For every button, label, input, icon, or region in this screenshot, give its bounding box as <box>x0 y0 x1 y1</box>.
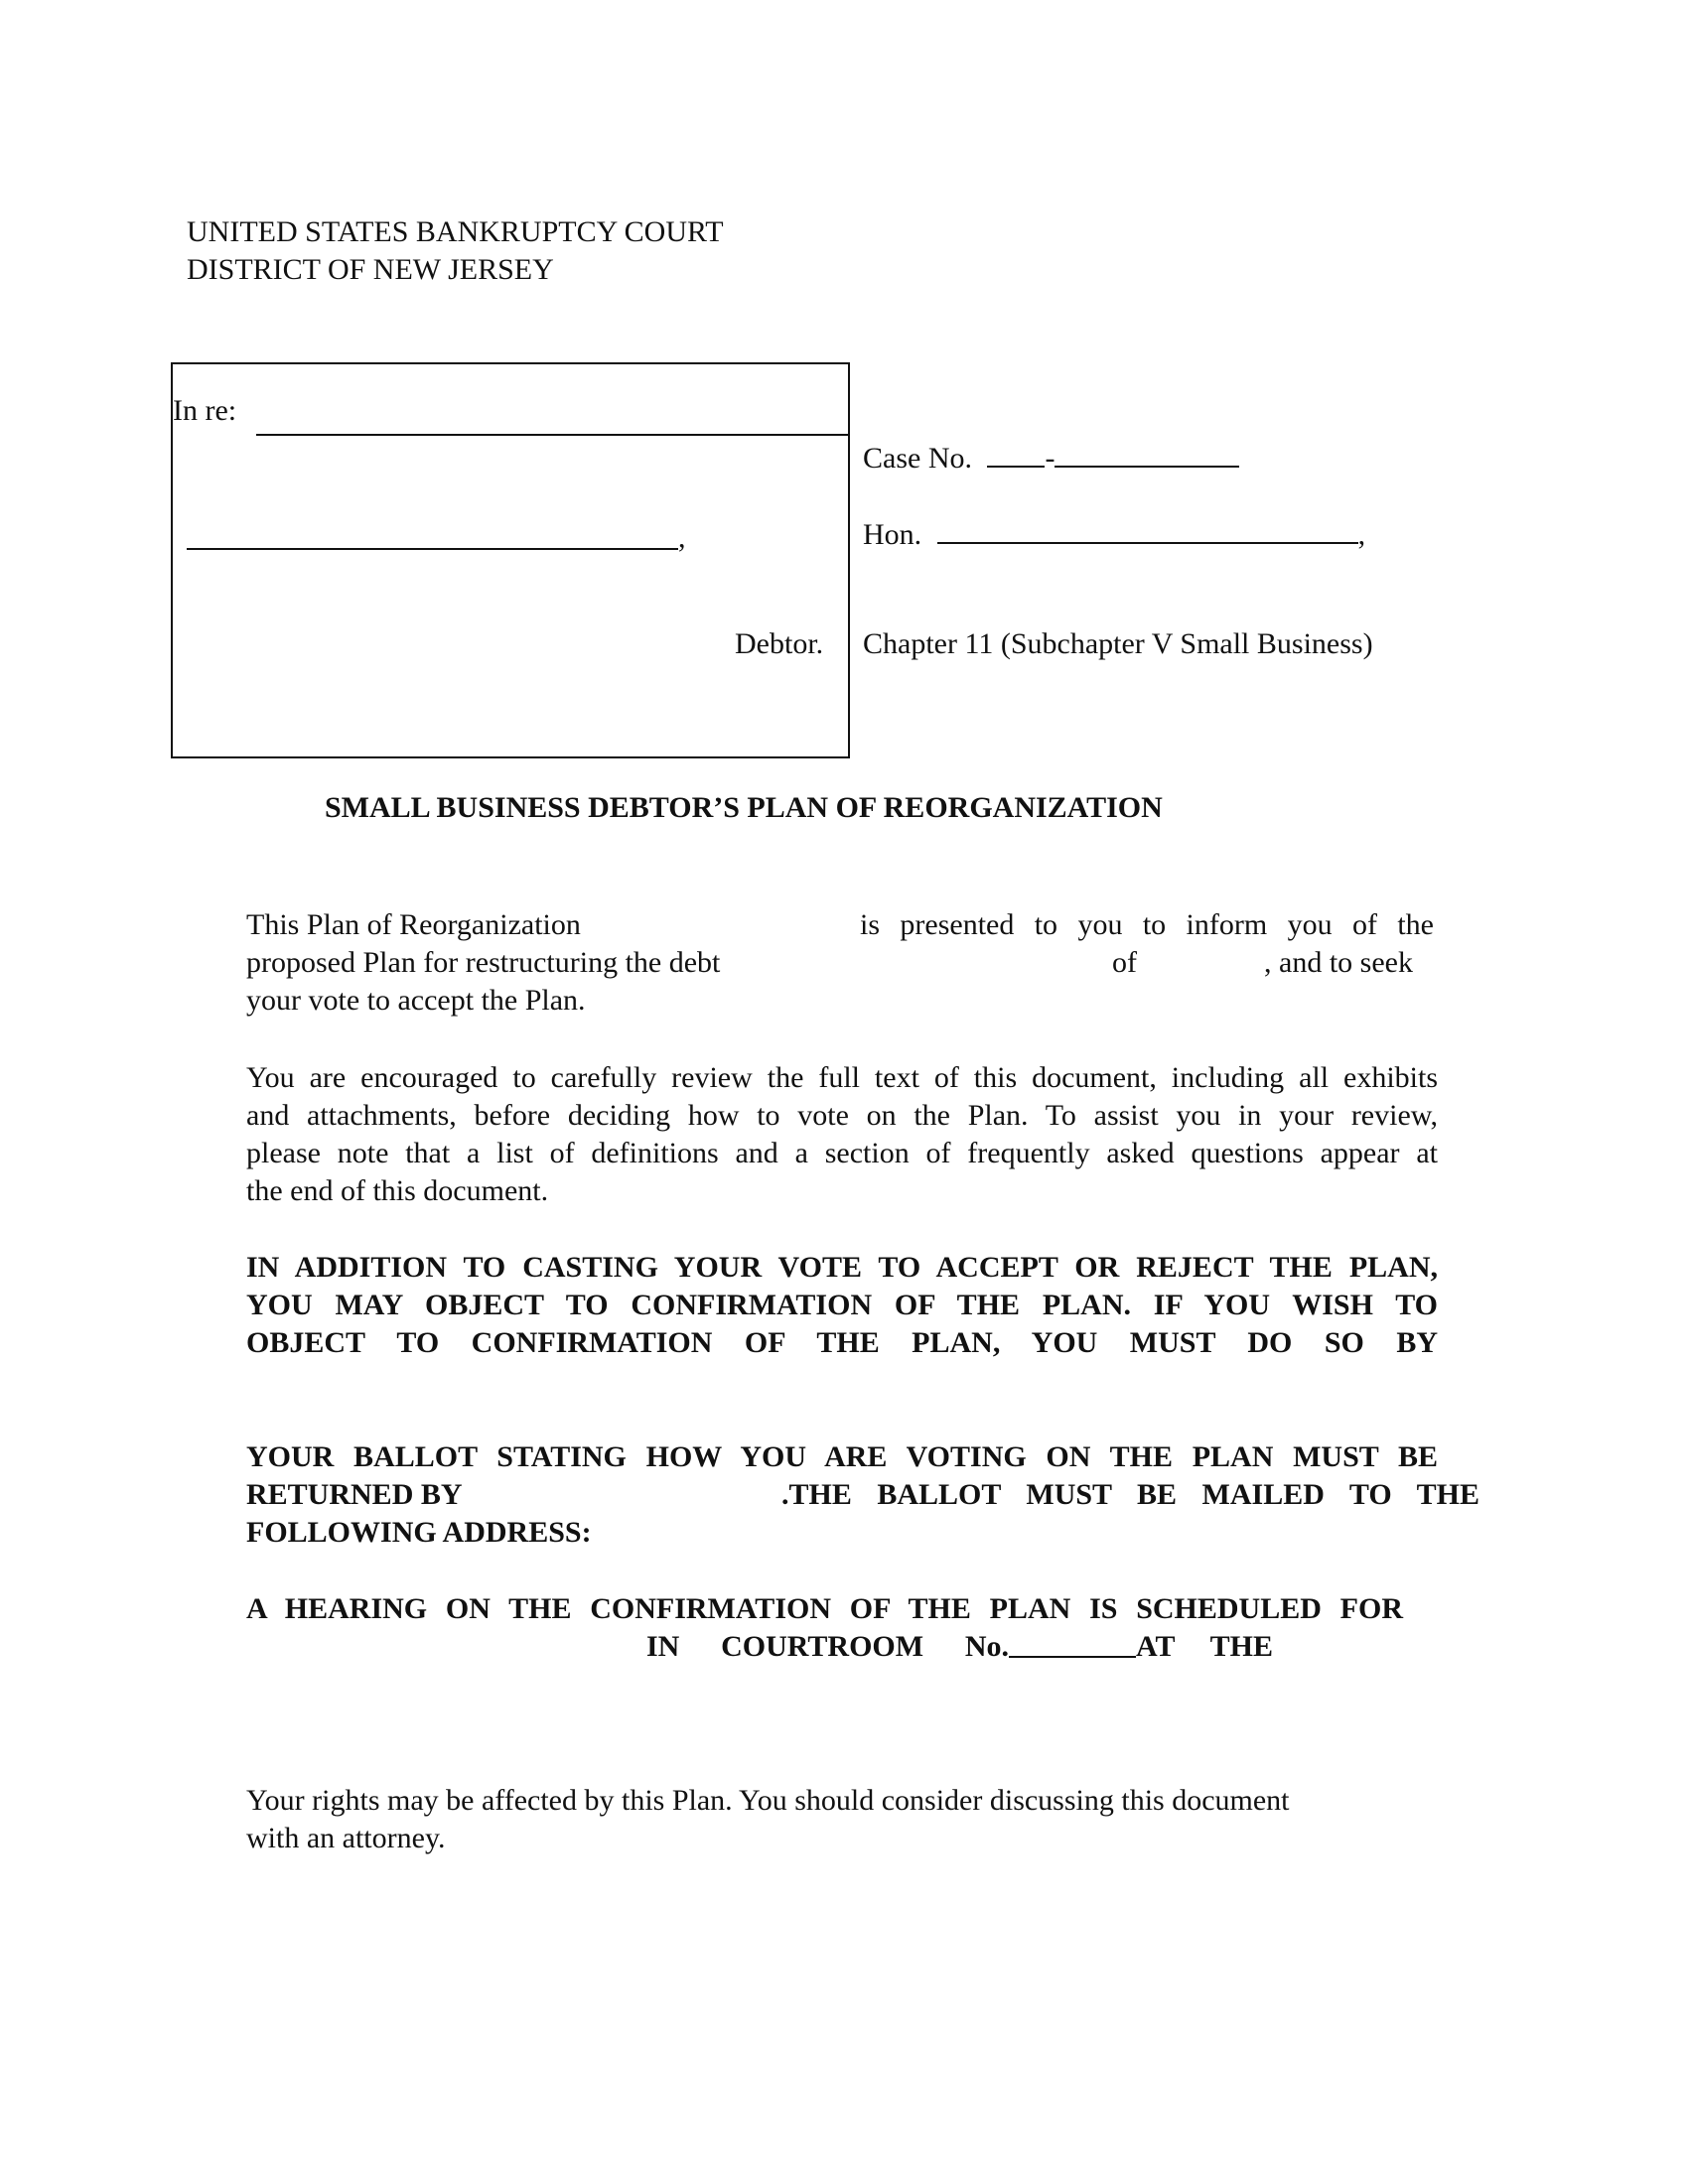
ballot-line-2a: RETURNED BY <box>246 1478 463 1511</box>
rights-line-1: Your rights may be affected by this Plan. You should consider discussing this document <box>246 1784 1290 1817</box>
hearing-line-1: A HEARING ON THE CONFIRMATION OF THE PLAN IS SCHEDULED FOR <box>246 1592 1403 1625</box>
intro-line-2a: proposed Plan for restructuring the debt <box>246 946 721 979</box>
ballot-line-1: YOUR BALLOT STATING HOW YOU ARE VOTING ON THE PLAN MUST BE <box>246 1440 1438 1473</box>
chapter-label: Chapter 11 (Subchapter V Small Business) <box>863 627 1373 660</box>
review-line-1: You are encouraged to carefully review the full text of this document, including all exhibits <box>246 1061 1438 1094</box>
objection-line-1: IN ADDITION TO CASTING YOUR VOTE TO ACCEPT OR REJECT THE PLAN, <box>246 1251 1438 1284</box>
review-line-3: please note that a list of definitions and a section of frequently asked questions appear at <box>246 1137 1438 1169</box>
judge-name-field[interactable] <box>937 514 1358 544</box>
intro-line-2c: , and to seek <box>1264 946 1413 979</box>
judge-line <box>863 514 1365 554</box>
ballot-line-3: FOLLOWING ADDRESS: <box>246 1516 592 1549</box>
rights-line-2: with an attorney. <box>246 1822 446 1854</box>
intro-line-2b: of <box>1112 946 1137 979</box>
court-name: UNITED STATES BANKRUPTCY COURT <box>187 215 724 248</box>
debtor-name-line[interactable] <box>256 434 848 436</box>
court-district: DISTRICT OF NEW JERSEY <box>187 253 554 286</box>
intro-line-1b: is presented to you to inform you of the <box>860 908 1434 941</box>
ballot-line-2b: .THE BALLOT MUST BE MAILED TO THE <box>781 1478 1479 1511</box>
intro-line-3: your vote to accept the Plan. <box>246 984 586 1017</box>
courtroom-label: IN COURTROOM No. <box>646 1630 1009 1663</box>
review-line-2: and attachments, before deciding how to vote on the Plan. To assist you in your review, <box>246 1099 1438 1132</box>
debtor-label: Debtor. <box>735 627 824 660</box>
hon-comma: , <box>1357 518 1366 551</box>
in-re-label: In re: <box>173 394 237 427</box>
at-the-label: AT THE <box>1136 1630 1273 1663</box>
caption-box <box>171 362 850 758</box>
hon-label: Hon. <box>863 518 922 551</box>
review-line-4: the end of this document. <box>246 1174 549 1207</box>
case-no-separator: - <box>1045 442 1055 475</box>
case-number <box>863 438 1239 478</box>
hearing-line-2 <box>646 1628 1273 1668</box>
document-title: SMALL BUSINESS DEBTOR’S PLAN OF REORGANIZATION <box>325 791 1163 824</box>
courtroom-number-field[interactable] <box>1009 1628 1136 1658</box>
caption-comma: , <box>678 521 686 554</box>
case-year-field[interactable] <box>987 438 1045 468</box>
intro-line-1a: This Plan of Reorganization <box>246 908 581 941</box>
debtor-name-line-2[interactable] <box>187 548 678 550</box>
objection-line-2: YOU MAY OBJECT TO CONFIRMATION OF THE PLAN. IF YOU WISH TO <box>246 1289 1438 1321</box>
case-number-field[interactable] <box>1055 438 1239 468</box>
case-no-label: Case No. <box>863 442 972 475</box>
objection-line-3: OBJECT TO CONFIRMATION OF THE PLAN, YOU MUST DO SO BY <box>246 1326 1438 1359</box>
